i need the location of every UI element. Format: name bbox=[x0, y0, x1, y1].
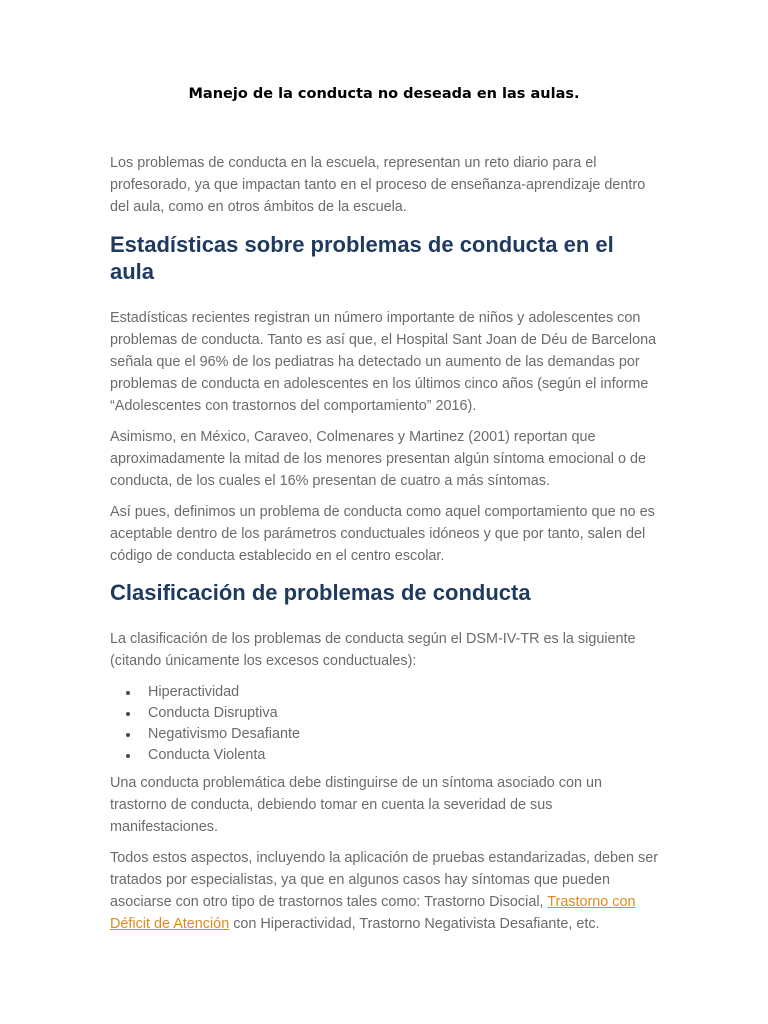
list-item-label: Conducta Violenta bbox=[148, 747, 266, 763]
statistics-paragraph-1: Estadísticas recientes registran un número importante de niños y adolescentes con problemas de conducta. Tanto es así que, el Hospital Sant Joan de Déu de Barcelona señala que el 96% de los pediatras ha detectado un aumento de las demandas por problemas de conducta en adolescentes en los últimos cinco años (según el informe “Adolescentes con trastornos del comportamiento” 2016). bbox=[110, 310, 657, 414]
section-heading-classification: Clasificación de problemas de conducta bbox=[110, 580, 531, 605]
bullet-icon bbox=[126, 733, 130, 737]
classification-paragraph-1: La clasificación de los problemas de conducta según el DSM-IV-TR es la siguiente (citando únicamente los excesos conductuales): bbox=[110, 631, 636, 669]
list-item-label: Conducta Disruptiva bbox=[148, 705, 278, 721]
classification-list bbox=[110, 682, 662, 766]
classification-paragraph-3 bbox=[110, 847, 662, 935]
list-item-label: Negativismo Desafiante bbox=[148, 726, 300, 742]
list-item bbox=[148, 745, 662, 766]
list-item bbox=[148, 682, 662, 703]
adhd-link[interactable]: Trastorno con Déficit de Atención bbox=[110, 894, 636, 932]
intro-paragraph: Los problemas de conducta en la escuela, representan un reto diario para el profesorado, ya que impactan tanto en el proceso de enseñanza-aprendizaje dentro del aula, como en otros ámbitos de la escuela. bbox=[110, 155, 646, 215]
paragraph-text-before-link: Todos estos aspectos, incluyendo la aplicación de pruebas estandarizadas, deben ser tratados por especialistas, ya que en algunos casos hay síntomas que pueden asociarse con otro tipo de trastornos tales como: Trastorno Disocial, bbox=[110, 850, 658, 910]
bullet-icon bbox=[126, 691, 130, 695]
paragraph-text-after-link: con Hiperactividad, Trastorno Negativista Desafiante, etc. bbox=[229, 916, 600, 932]
list-item bbox=[148, 703, 662, 724]
classification-paragraph-2: Una conducta problemática debe distinguirse de un síntoma asociado con un trastorno de conducta, debiendo tomar en cuenta la severidad de sus manifestaciones. bbox=[110, 775, 602, 835]
list-item bbox=[148, 724, 662, 745]
statistics-paragraph-2: Asimismo, en México, Caraveo, Colmenares y Martinez (2001) reportan que aproximadamente la mitad de los menores presentan algún síntoma emocional o de conducta, de los cuales el 16% presentan de cuatro a más síntomas. bbox=[110, 429, 646, 489]
document-body bbox=[110, 152, 662, 944]
document-title: Manejo de la conducta no deseada en las aulas. bbox=[188, 86, 580, 102]
bullet-icon bbox=[126, 712, 130, 716]
bullet-icon bbox=[126, 754, 130, 758]
statistics-paragraph-3: Así pues, definimos un problema de conducta como aquel comportamiento que no es aceptable dentro de los parámetros conductuales idóneos y que por tanto, salen del código de conducta establecido en el centro escolar. bbox=[110, 504, 655, 564]
section-heading-statistics: Estadísticas sobre problemas de conducta en el aula bbox=[110, 232, 614, 284]
list-item-label: Hiperactividad bbox=[148, 684, 240, 700]
